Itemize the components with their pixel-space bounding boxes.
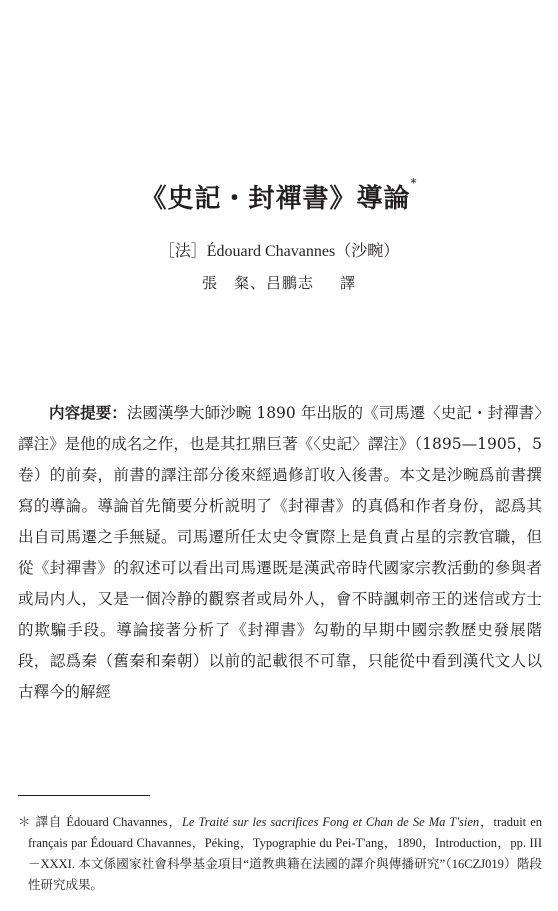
footnote-marker: ＊: [18, 815, 32, 829]
footnote-book-title: Le Traité sur les sacrifices Fong et Chan de Se Ma T'sien: [181, 815, 480, 829]
abstract-paragraph: [18, 398, 542, 708]
title-text: 《史記・封禪書》導論: [140, 184, 411, 214]
abstract-label: 内容提要：: [49, 404, 127, 422]
translators-line: [0, 272, 558, 293]
abstract-text: 法國漢學大師沙畹 1890 年出版的《司馬遷〈史記・封禪書〉譯注》是他的成名之作，也是其扛鼎巨著《〈史記〉譯注》（1895—1905，5 卷）的前奏，前書的譯注部分後來經過修訂收入後書。本文是沙畹爲前書撰寫的導論。導論首先簡要分析説明了《封禪書》的真僞和作者身份，認爲其出自司馬遷之手無疑。司馬遷所任太史令實際上是負責占星的宗教官職，但從《封禪書》的叙述可以看出司馬遷既是漢武帝時代國家宗教活動的參與者或局内人，又是一個冷静的觀察者或局外人，會不時諷刺帝王的迷信或方士的欺騙手段。導論接著分析了《封禪書》勾勒的早期中國宗教歷史發展階段，認爲秦（舊秦和秦朝）以前的記載很不可靠，只能從中看到漢代文人以古釋今的解經: [18, 404, 542, 701]
author-line: ［法］Édouard Chavannes（沙畹）: [158, 243, 400, 260]
translator-role: 譯: [340, 274, 357, 292]
article-title: [0, 178, 558, 215]
footnote-rest: ，traduit en français par Édouard Chavannes，Péking，Typographie du Pei-T'ang，1890，Introduction，pp. III－XXXI. 本文係國家社會科學基金項目“道教典籍在法國的譯介與傳播研究”（16CZJ019）階段性研究成果。: [28, 815, 542, 892]
footnote-prefix: 譯自 Édouard Chavannes，: [35, 815, 182, 829]
footnote: [18, 812, 542, 896]
footnote-divider: [18, 795, 150, 796]
title-footnote-marker: *: [410, 176, 418, 190]
translator-names: 張 粲、吕鵬志: [201, 274, 314, 292]
